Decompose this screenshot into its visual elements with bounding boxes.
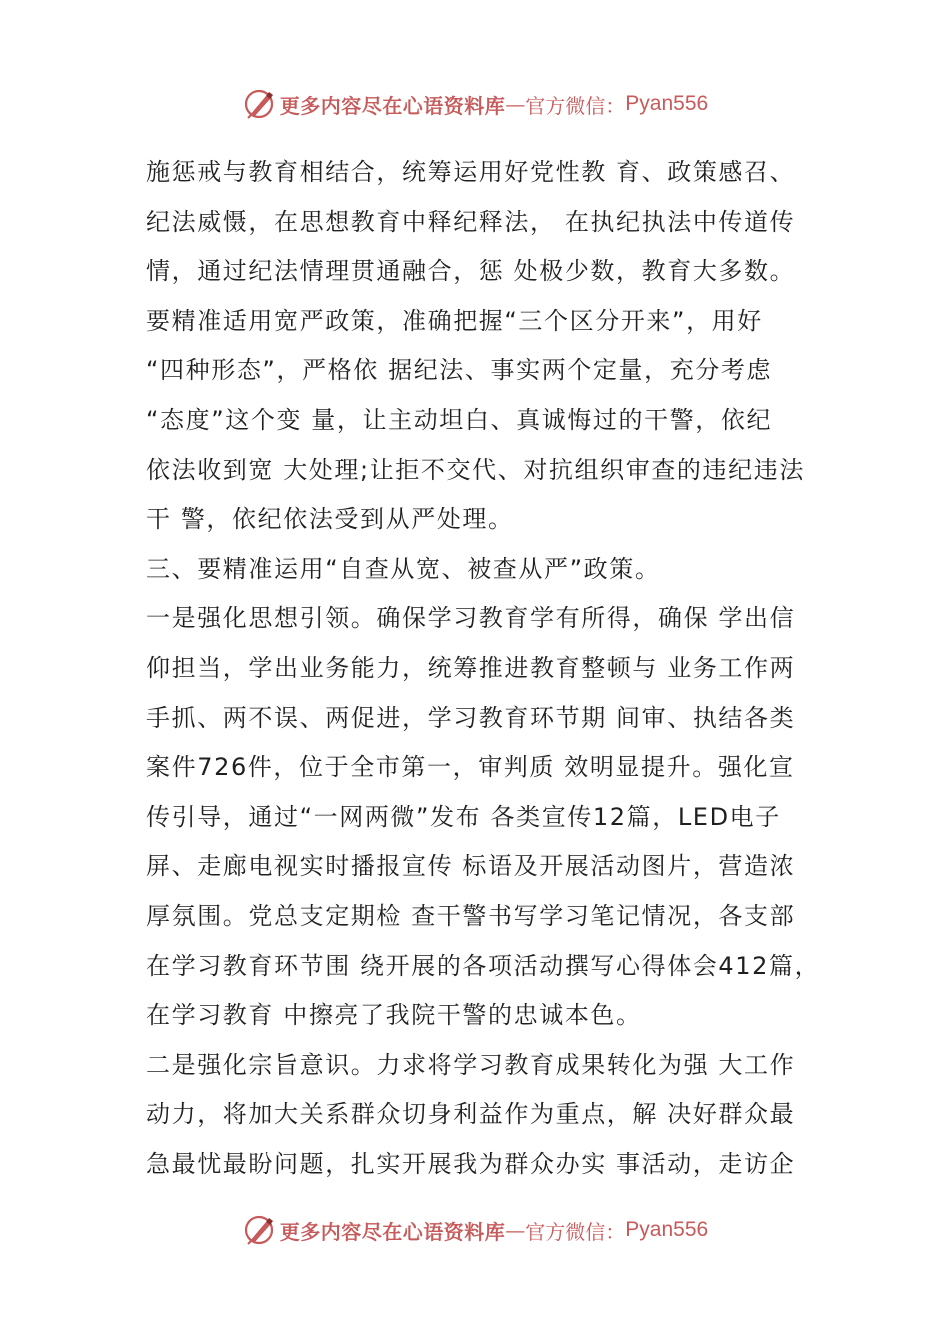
pen-logo-icon [242,1213,276,1247]
text-line: 屏、走廊电视实时播报宣传 标语及开展活动图片，营造浓 [146,852,796,881]
text-line: 情，通过纪法情理贯通融合，惩 处极少数，教育大多数。 [146,257,796,286]
text-line: 依法收到宽 大处理;让拒不交代、对抗组织审查的违纪违法 [146,455,805,484]
text-line: 手抓、两不误、两促进，学习教育环节期 间审、执结各类 [146,703,796,732]
footer-site-text: 更多内容尽在心语资料库 [279,1219,506,1244]
text-line: 纪法威慑，在思想教育中释纪释法， 在执纪执法中传道传 [146,207,796,236]
section-heading: 三、要精准运用“自查从宽、被查从严”政策。 [146,554,661,583]
footer-separator: — [505,1218,526,1242]
header-wechat-id: Pyan556 [625,92,709,115]
header-banner [0,84,950,124]
header-site-text: 更多内容尽在心语资料库 [279,93,506,118]
text-line: 仰担当，学出业务能力，统筹推进教育整顿与 业务工作两 [146,653,796,682]
document-body [146,148,826,1189]
text-line: 干 警，依纪依法受到从严处理。 [146,505,514,534]
text-line: 要精准适用宽严政策，准确把握“三个区分开来”，用好 [146,306,763,335]
text-line: “态度”这个变 量，让主动坦白、真诚悔过的干警，依纪 [146,405,773,434]
footer-banner [0,1210,950,1250]
text-line: 一是强化思想引领。确保学习教育学有所得，确保 学出信 [146,604,796,633]
text-line: 动力，将加大关系群众切身利益作为重点，解 决好群众最 [146,1100,796,1129]
pen-logo-icon [242,87,276,121]
text-line: 传引导，通过“一网两微”发布 各类宣传12篇，LED电子 [146,802,781,831]
header-wechat-label: 官方微信： [525,93,626,118]
text-line: “四种形态”，严格依 据纪法、事实两个定量，充分考虑 [146,356,773,385]
text-line: 急最忧最盼问题，扎实开展我为群众办实 事活动，走访企 [146,1149,796,1178]
text-line: 案件726件，位于全市第一，审判质 效明显提升。强化宣 [146,753,795,782]
header-separator: — [505,92,526,116]
text-line: 在学习教育环节围 绕开展的各项活动撰写心得体会412篇， [146,951,821,980]
footer-wechat-label: 官方微信： [525,1219,626,1244]
text-line: 在学习教育 中擦亮了我院干警的忠诚本色。 [146,1001,642,1030]
text-line: 厚氛围。党总支定期检 查干警书写学习笔记情况，各支部 [146,901,796,930]
footer-wechat-id: Pyan556 [625,1218,709,1241]
text-line: 二是强化宗旨意识。力求将学习教育成果转化为强 大工作 [146,1050,796,1079]
text-line: 施惩戒与教育相结合，统筹运用好党性教 育、政策感召、 [146,158,796,186]
